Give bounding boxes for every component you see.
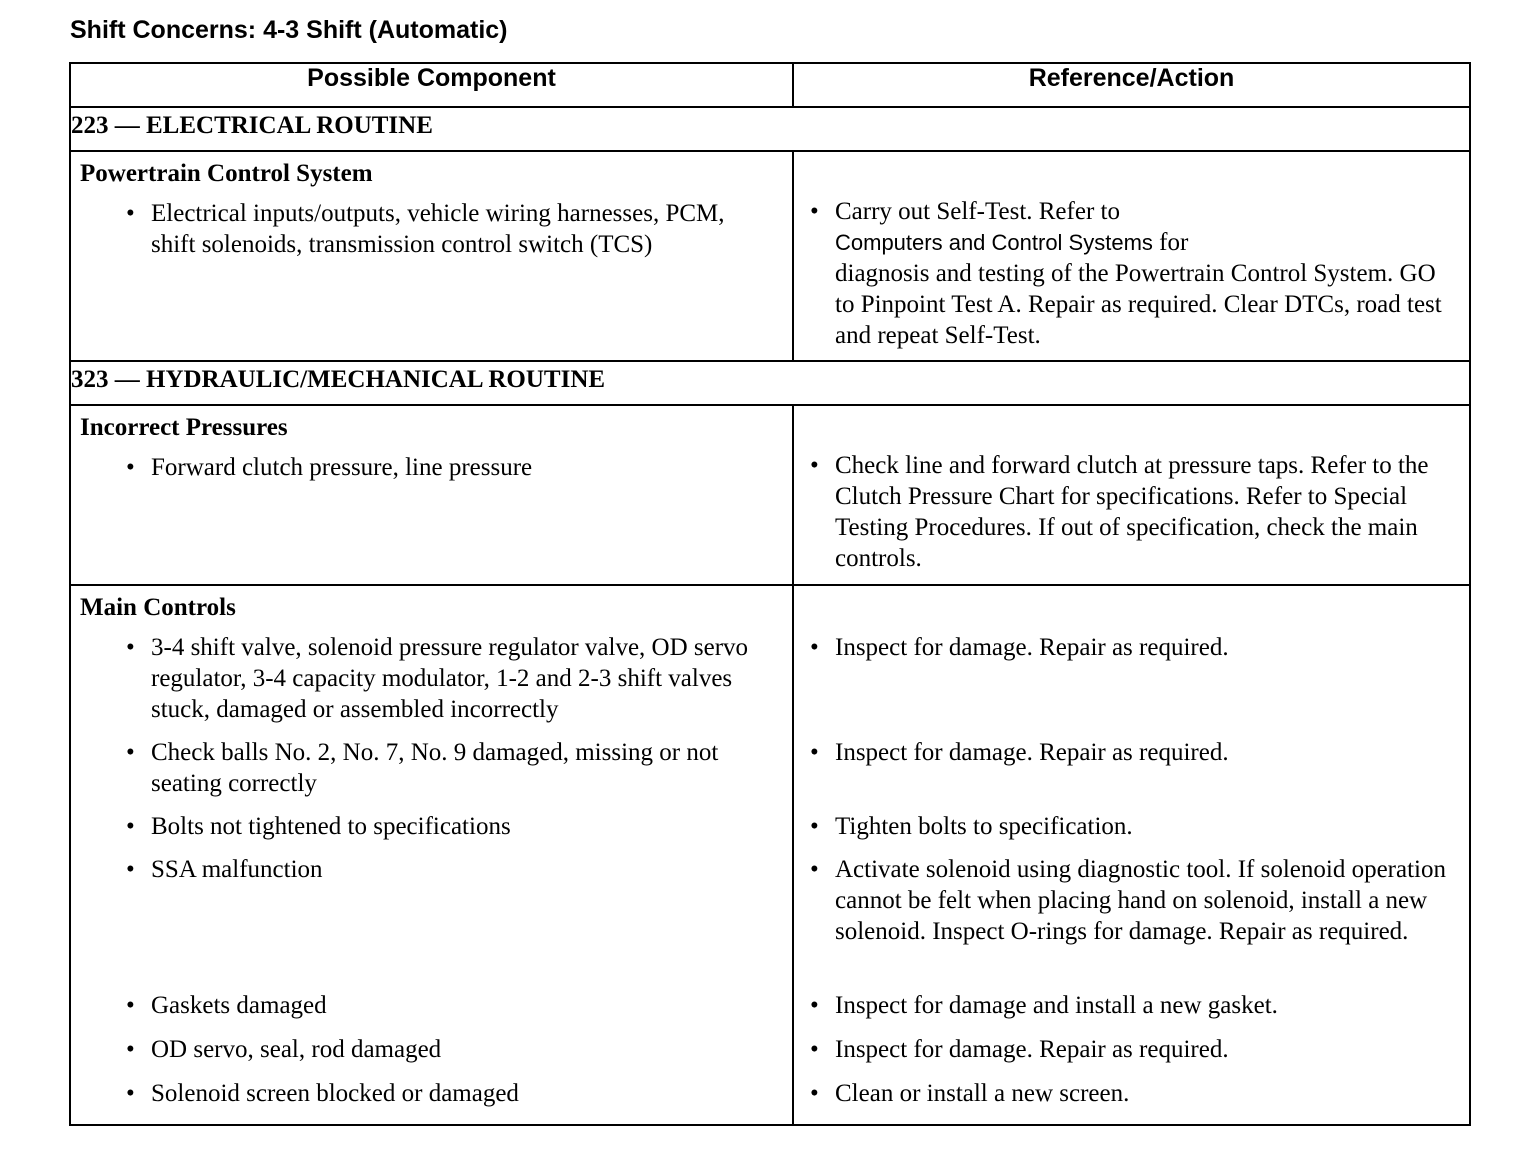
page-title: Shift Concerns: 4-3 Shift (Automatic) [70,16,508,44]
list-item [794,450,1469,574]
component-text: Gaskets damaged [151,992,327,1019]
list-item [794,990,1469,1024]
list-item [71,452,792,483]
component-text: 3-4 shift valve, solenoid pressure regulator valve, OD servo regulator, 3-4 capacity modulator, 1-2 and 2-3 shift valves stuck, damaged or assembled incorrectly [151,634,749,723]
component-text: Forward clutch pressure, line pressure [151,454,533,481]
bullet-icon: • [126,454,135,481]
component-text: Electrical inputs/outputs, vehicle wiring harnesses, PCM, shift solenoids, transmission control switch (TCS) [151,200,725,258]
list-item [71,854,792,980]
list-item [794,811,1469,844]
list-item [794,854,1469,980]
action-cell [793,585,1470,1125]
bullet-icon: • [810,856,819,883]
component-text: OD servo, seal, rod damaged [151,1036,442,1063]
action-text: Carry out Self-Test. Refer to [835,198,1120,225]
bullet-icon: • [126,200,135,227]
action-cell [793,151,1470,361]
action-cell [793,405,1470,585]
table-row [70,405,1470,585]
list-item [794,632,1469,727]
component-text: Solenoid screen blocked or damaged [151,1080,519,1107]
bullet-icon: • [810,992,819,1019]
bullet-icon: • [810,198,819,225]
bullet-icon: • [126,1080,135,1107]
section-title-hydraulic: 323 — HYDRAULIC/MECHANICAL ROUTINE [70,361,1470,405]
list-item [71,1078,792,1111]
bullet-icon: • [810,739,819,766]
bullet-icon: • [810,1036,819,1063]
component-cell [70,405,793,585]
group-title-pressures: Incorrect Pressures [80,414,288,441]
list-item [71,737,792,801]
list-item [71,811,792,844]
table-row [70,151,1470,361]
bullet-icon: • [126,992,135,1019]
component-text: Check balls No. 2, No. 7, No. 9 damaged, missing or not seating correctly [151,739,719,797]
action-text: Inspect for damage and install a new gasket. [835,992,1278,1019]
list-item [71,198,792,260]
section-title-electrical: 223 — ELECTRICAL ROUTINE [70,107,1470,151]
bullet-icon: • [126,813,135,840]
list-item [71,632,792,727]
bullet-icon: • [810,1080,819,1107]
group-title-main-controls: Main Controls [80,594,236,621]
action-text: Activate solenoid using diagnostic tool. If solenoid operation cannot be felt when placing hand on solenoid, install a new solenoid. Inspect O-rings for damage. Repair as required. [835,856,1446,945]
action-text: Tighten bolts to specification. [835,813,1133,840]
bullet-icon: • [810,634,819,661]
list-item [71,990,792,1024]
list-item [794,1078,1469,1111]
table-header-row [70,63,1470,107]
component-text: SSA malfunction [151,856,323,883]
reference-link-computers[interactable]: Computers and Control Systems [835,230,1153,255]
action-text: for [1152,229,1189,256]
table-row [70,585,1470,1125]
component-cell [70,585,793,1125]
bullet-icon: • [810,452,819,479]
list-item [71,1034,792,1068]
action-text: Inspect for damage. Repair as required. [835,634,1229,661]
action-text: Clean or install a new screen. [835,1080,1130,1107]
action-text: Inspect for damage. Repair as required. [835,739,1229,766]
component-cell [70,151,793,361]
shift-concerns-table [69,62,1471,1126]
bullet-icon: • [126,1036,135,1063]
bullet-icon: • [126,739,135,766]
bullet-icon: • [810,813,819,840]
list-item [794,196,1469,351]
column-header-action: Reference/Action [793,63,1470,107]
section-row-hydraulic [70,361,1470,405]
action-text: Inspect for damage. Repair as required. [835,1036,1229,1063]
list-item [794,737,1469,801]
group-title-powertrain: Powertrain Control System [80,160,373,187]
bullet-icon: • [126,856,135,883]
action-text: Check line and forward clutch at pressure taps. Refer to the Clutch Pressure Chart for specifications. Refer to Special Testing Procedures. If out of specification, check the main controls. [835,452,1429,572]
list-item [794,1034,1469,1068]
section-row-electrical [70,107,1470,151]
component-text: Bolts not tightened to specifications [151,813,511,840]
action-text: diagnosis and testing of the Powertrain Control System. GO to Pinpoint Test A. Repair as required. Clear DTCs, road test and repeat Self-Test. [835,260,1442,349]
column-header-component: Possible Component [70,63,793,107]
bullet-icon: • [126,634,135,661]
